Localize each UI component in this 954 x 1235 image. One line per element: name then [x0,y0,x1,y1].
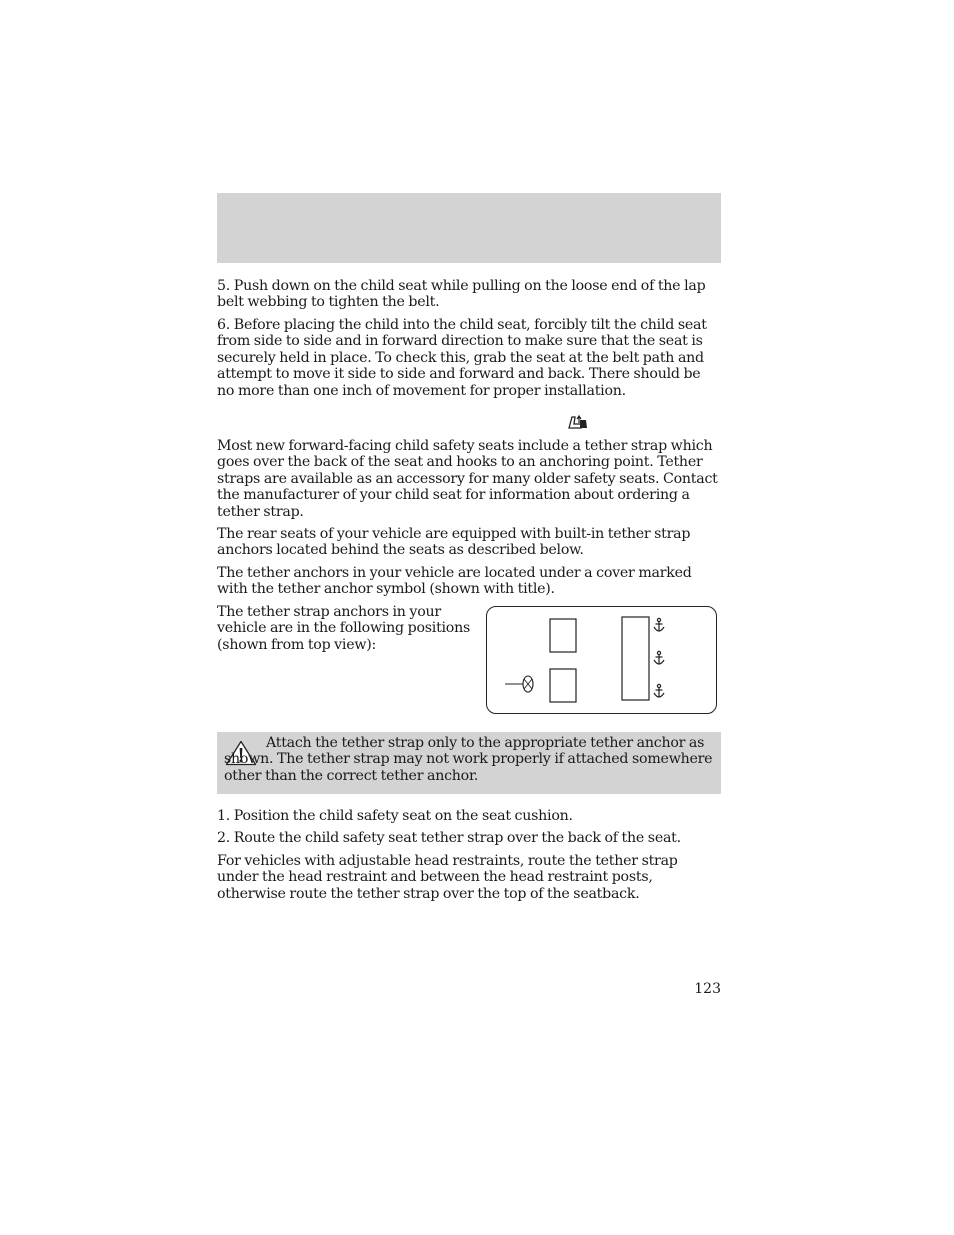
section-header-band [217,193,721,263]
front-seat-left [550,669,576,702]
anchor-icon [654,684,664,697]
anchor-cover-text: The tether anchors in your vehicle are located under a cover marked with the tether anchor symbol (shown with title). [217,565,692,598]
anchor-icon [654,618,664,631]
page-number: 123 [694,981,721,997]
tether-anchor-diagram [486,606,717,714]
anchor-positions-text: The tether strap anchors in your vehicle are in the following positions (shown from top view): [217,604,471,653]
front-seat-right [550,619,576,652]
tether-intro-text: Most new forward-facing child safety seats include a tether strap which goes over the back of the seat and hooks to an anchoring point. Tether straps are available as an accessory for many older safety seats. Contact the manufacturer of your child seat for information about ordering a tether strap. [217,438,718,520]
tether-anchor-symbol-icon [566,414,590,430]
warning-box [217,732,721,794]
list-item-2-text: 2. Route the child safety seat tether strap over the back of the seat. [217,830,681,846]
step-5-text: 5. Push down on the child seat while pulling on the loose end of the lap belt webbing to tighten the belt. [217,278,706,311]
anchor-icon [654,651,664,664]
steering-wheel-icon [505,676,533,692]
rear-seats-text: The rear seats of your vehicle are equipped with built-in tether strap anchors located behind the seats as described below. [217,526,691,559]
warning-text: Attach the tether strap only to the appropriate tether anchor as shown. The tether strap may not work properly if attached somewhere other than the correct tether anchor. [224,735,713,784]
rear-bench-seat [622,617,649,700]
list-item-1-text: 1. Position the child safety seat on the seat cushion. [217,808,573,824]
step-6-text: 6. Before placing the child into the child seat, forcibly tilt the child seat from side to side and in forward direction to make sure that the seat is securely held in place. To check this, grab the seat at the belt path and attempt to move it side to side and forward and back. There should be no more than one inch of movement for proper installation. [217,317,707,399]
head-restraints-text: For vehicles with adjustable head restraints, route the tether strap under the head restraint and between the head restraint posts, otherwise route the tether strap over the top of the seatback. [217,853,678,902]
vehicle-top-view [487,607,716,713]
